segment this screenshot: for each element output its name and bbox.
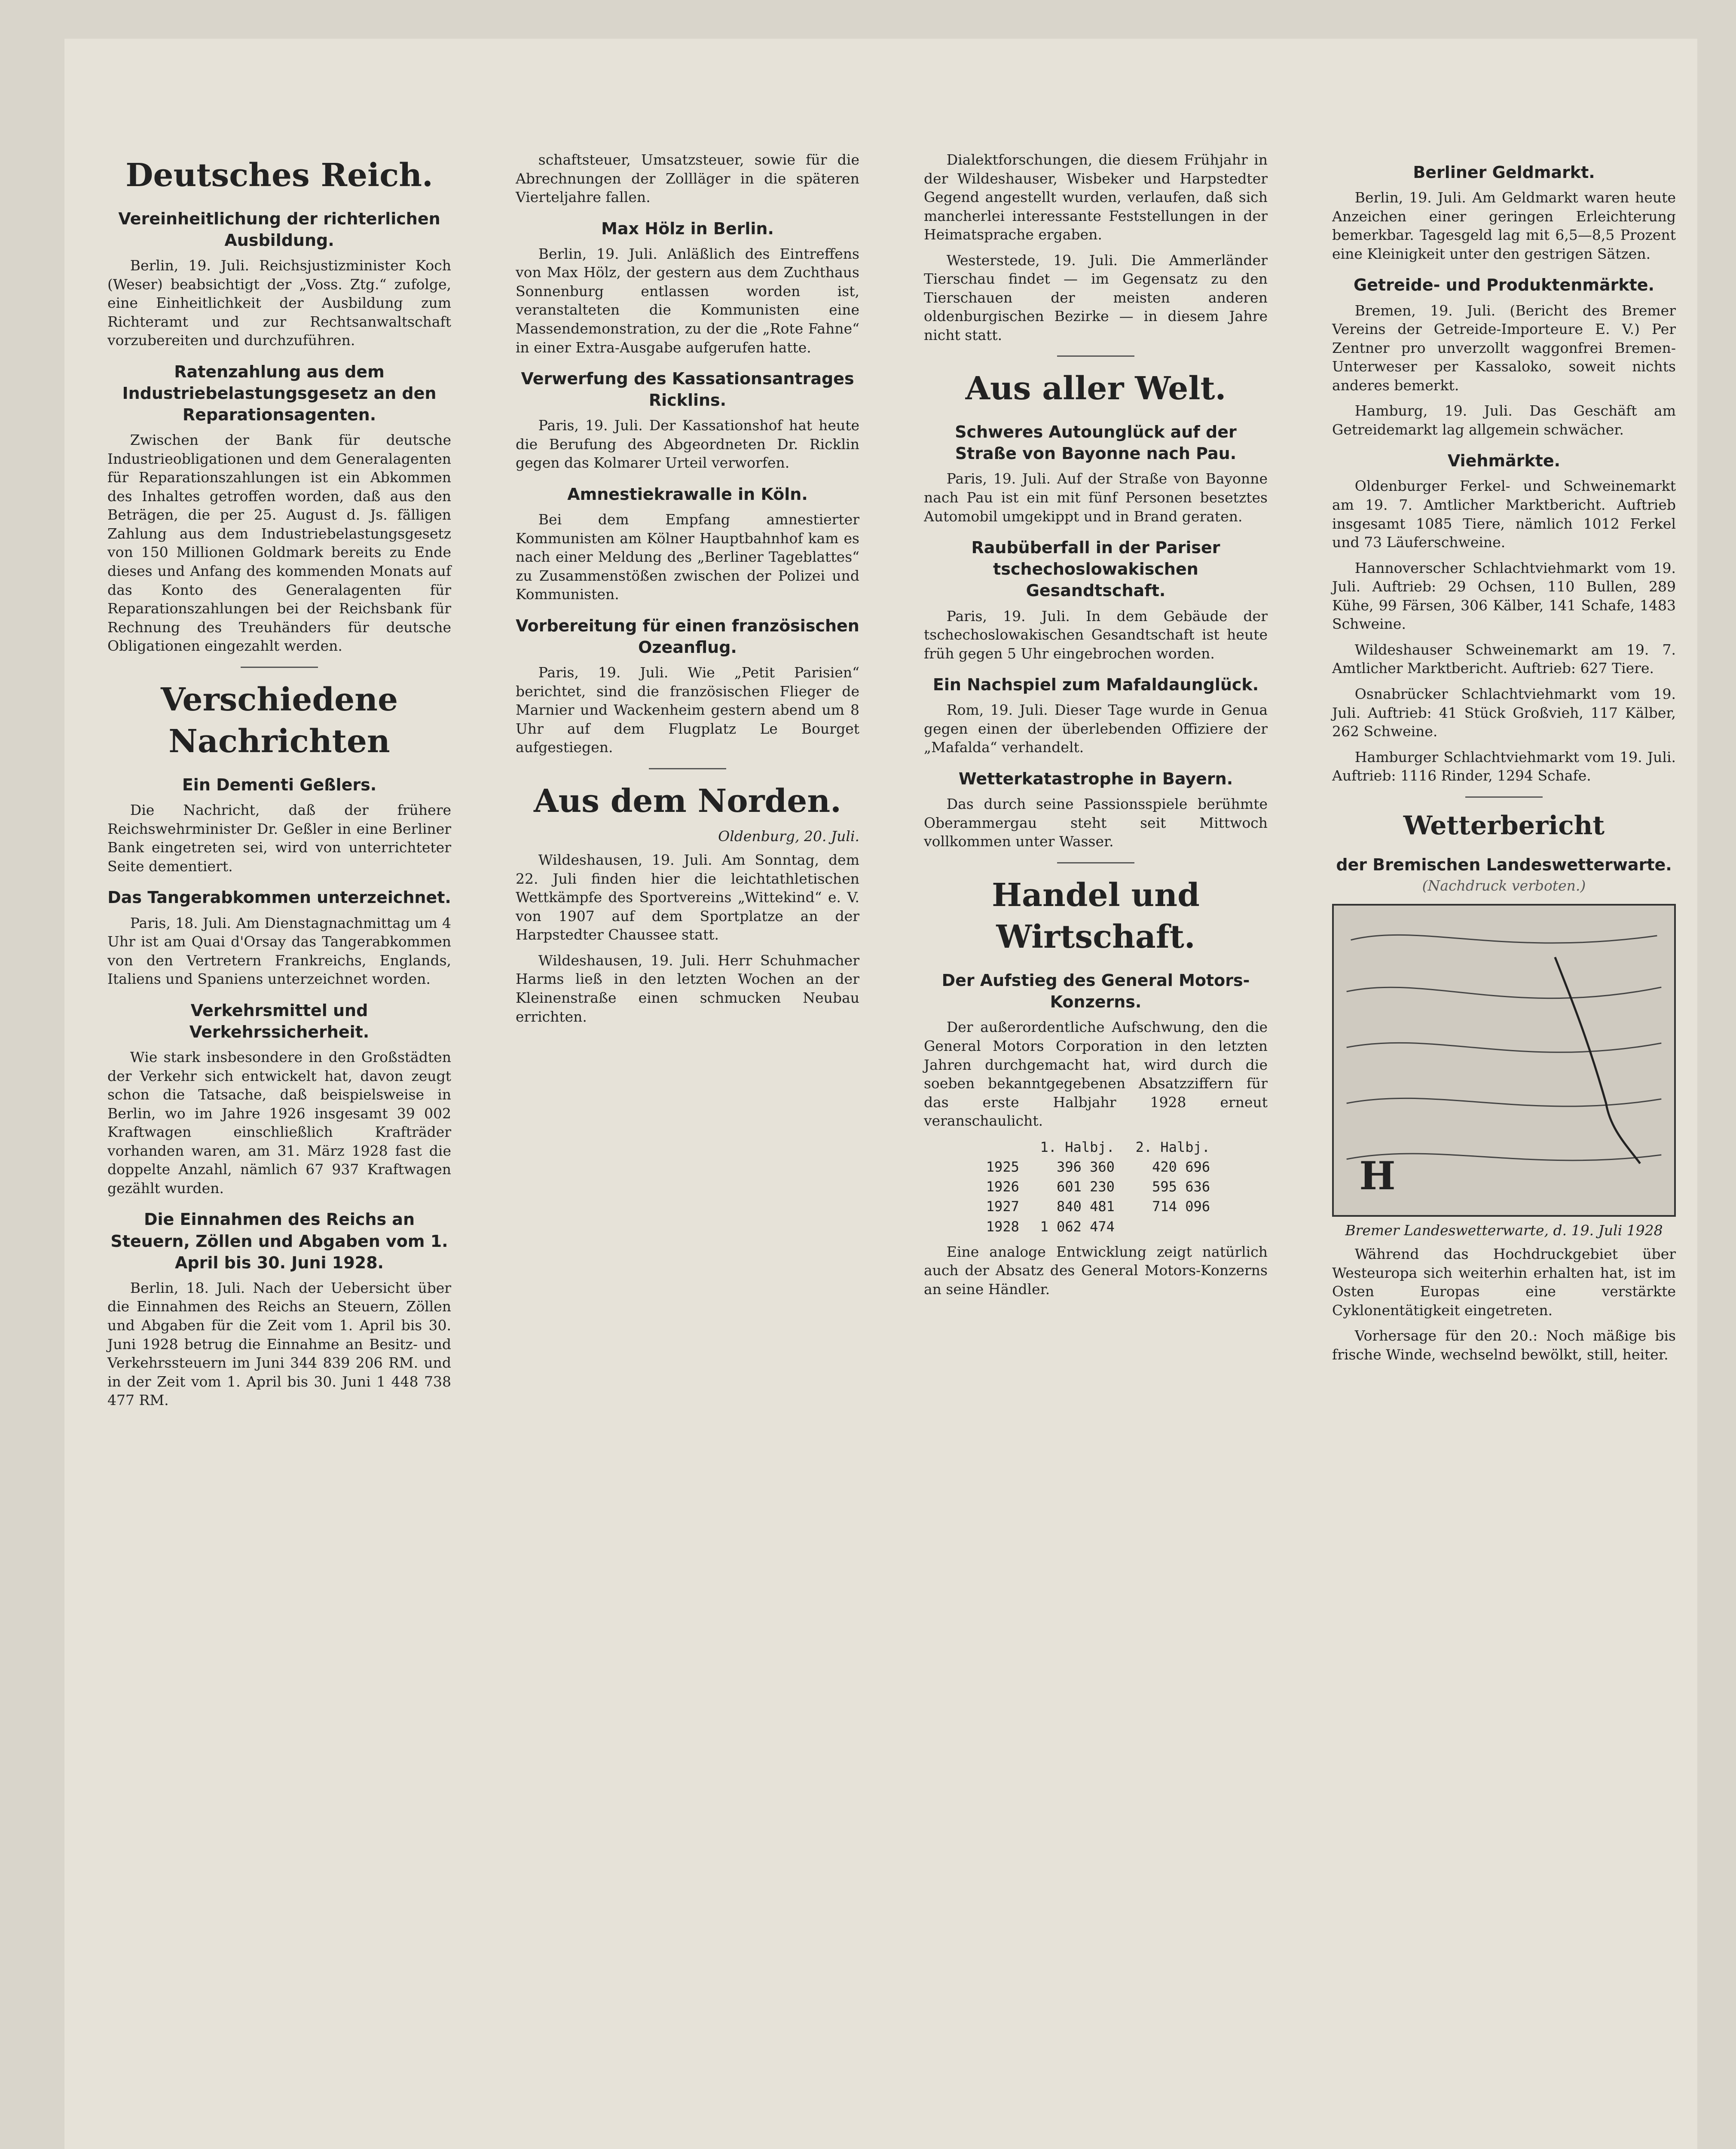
section-heading: Handel und Wirtschaft. — [992, 876, 1200, 956]
table-cell: 601 230 — [1057, 1179, 1115, 1195]
column-2 — [516, 150, 859, 1033]
article-title: Wetterkatastrophe in Bayern. — [958, 769, 1233, 788]
table-cell: 840 481 — [1057, 1198, 1115, 1215]
article-text: Das durch seine Passionsspiele berühmte Oberammergau steht seit Mittwoch vollkommen unter Wasser. — [924, 796, 1268, 850]
section-heading: Verschiedene Nachrichten — [160, 681, 398, 760]
weather-map — [1332, 904, 1676, 1217]
table-cell: 396 360 — [1057, 1158, 1115, 1175]
column-3 — [924, 150, 1268, 1306]
table-header-cell — [975, 1137, 1025, 1157]
weather-subtitle: der Bremischen Landeswetterwarte. — [1336, 855, 1672, 874]
table-row — [975, 1197, 1216, 1216]
table-row — [975, 1217, 1216, 1237]
article-title: Ein Dementi Geßlers. — [182, 775, 377, 795]
table-cell: 1925 — [986, 1158, 1019, 1175]
article-text: Berlin, 19. Juli. Reichsjustizminister Koch (Weser) beabsichtigt der „Voss. Ztg.“ zufolge, eine Einheitlichkeit der Ausbildung zum Richteramt und zur Rechtsanwaltschaft vorzubereiten und durchzuführen. — [107, 257, 451, 349]
article-title: Die Einnahmen des Reichs an Steuern, Zöllen und Abgaben vom 1. April bis 30. Juni 1928. — [110, 1210, 448, 1272]
article-text: Rom, 19. Juli. Dieser Tage wurde in Genua gegen einen der überlebenden Offiziere der „Mafalda“ verhandelt. — [924, 701, 1268, 756]
article-text: Bremen, 19. Juli. (Bericht des Bremer Vereins der Getreide-Importeure E. V.) Per Zentner pro unverzollt waggonfrei Bremen-Unterweser per Kassaloko, soweit nichts anderes bemerkt. — [1332, 302, 1676, 394]
article-text: Die Nachricht, daß der frühere Reichswehrminister Dr. Geßler in eine Berliner Bank eingetreten sei, wird von unterrichteter Seite dementiert. — [107, 802, 451, 875]
dateline: Oldenburg, 20. Juli. — [718, 827, 859, 845]
reprint-note: (Nachdruck verboten.) — [1422, 877, 1586, 894]
article-text: Wildeshausen, 19. Juli. Herr Schuhmacher Harms ließ in den letzten Wochen an der Kleinenstraße einen schmucken Neubau errichten. — [516, 952, 859, 1025]
article-text: Paris, 19. Juli. Auf der Straße von Bayonne nach Pau ist ein mit fünf Personen besetztes Automobil umgekippt und in Brand geraten. — [924, 470, 1268, 525]
article-title: Vereinheitlichung der richterlichen Ausbildung. — [118, 209, 440, 250]
table-header-row — [975, 1137, 1216, 1157]
article-title: Verwerfung des Kassationsantrages Ricklins. — [521, 369, 854, 410]
article-title: Der Aufstieg des General Motors-Konzerns. — [941, 971, 1250, 1012]
column-1 — [107, 150, 451, 1417]
article-title: Das Tangerabkommen unterzeichnet. — [107, 888, 451, 907]
table-cell: 1926 — [986, 1179, 1019, 1195]
divider — [241, 667, 318, 668]
article-text: Hannoverscher Schlachtviehmarkt vom 19. Juli. Auftrieb: 29 Ochsen, 110 Bullen, 289 Kühe, 99 Färsen, 306 Kälber, 141 Schafe, 1483 Schweine. — [1332, 559, 1676, 633]
article-text: Berlin, 19. Juli. Am Geldmarkt waren heute Anzeichen einer geringen Erleichterung bemerkbar. Tagesgeld lag mit 6,5—8,5 Prozent eine Kleinigkeit unter den gestrigen Sätzen. — [1332, 189, 1676, 262]
table-cell: 714 096 — [1152, 1198, 1210, 1215]
article-text: Wie stark insbesondere in den Großstädten der Verkehr sich entwickelt hat, davon zeugt schon die Tatsache, daß beispielsweise in Berlin, wo im Jahre 1926 insgesamt 39 002 Kraftwagen einschließlich Krafträder vorhanden waren, am 31. März 1928 fast die doppelte Anzahl, nämlich 67 937 Kraftwagen gezählt wurden. — [107, 1049, 451, 1197]
section-heading: Viehmärkte. — [1447, 451, 1561, 471]
table-cell: 1928 — [986, 1218, 1019, 1235]
table-cell — [1121, 1217, 1216, 1237]
weather-map-caption: Bremer Landeswetterwarte, d. 19. Juli 1928 — [1345, 1221, 1663, 1239]
article-text: Paris, 19. Juli. In dem Gebäude der tschechoslowakischen Gesandtschaft ist heute früh gegen 5 Uhr eingebrochen worden. — [924, 607, 1268, 662]
section-heading: Aus dem Norden. — [534, 782, 841, 820]
article-text: Zwischen der Bank für deutsche Industrieobligationen und dem Generalagenten für Reparationszahlungen ist ein Abkommen des Inhaltes getroffen worden, daß aus den Beträgen, die per 25. August d. Js. fälligen Zahlung aus dem Industriebelastungsgesetz von 150 Millionen Goldmark bereits zu Ende dieses und Anfang des kommenden Monats auf das Konto des Generalagenten für Reparationszahlungen bei der Reichsbank für Rechnung des Treuhänders für deutsche Obligationen eingezahlt werden. — [107, 432, 451, 655]
divider — [649, 768, 726, 769]
article-text: Der außerordentliche Aufschwung, den die General Motors Corporation in den letzten Jahren durchgemacht hat, wird durch die soeben bekanntgegebenen Absatzziffern für das erste Halbjahr 1928 erneut veranschaulicht. — [924, 1019, 1268, 1130]
article-text: Eine analoge Entwicklung zeigt natürlich auch der Absatz des General Motors-Konzerns an seine Händler. — [924, 1243, 1268, 1298]
article-text: Paris, 19. Juli. Wie „Petit Parisien“ berichtet, sind die französischen Flieger de Marnier und Wackenheim gestern abend um 8 Uhr auf dem Flugplatz Le Bourget aufgestiegen. — [516, 664, 859, 756]
weather-forecast: Vorhersage für den 20.: Noch mäßige bis frische Winde, wechselnd bewölkt, still, heiter. — [1332, 1327, 1676, 1363]
article-text: Bei dem Empfang amnestierter Kommunisten am Kölner Hauptbahnhof kam es nach einer Meldung des „Berliner Tageblattes“ zu Zusammenstößen zwischen der Polizei und Kommunisten. — [516, 511, 859, 603]
weather-map-graphic — [1334, 906, 1674, 1215]
article-text: Paris, 18. Juli. Am Dienstagnachmittag um 4 Uhr ist am Quai d'Orsay das Tangerabkommen von den Vertretern Frankreichs, Englands, Italiens und Spaniens unterzeichnet worden. — [107, 914, 451, 988]
svg-text:H: H — [1359, 1153, 1396, 1199]
article-text: Paris, 19. Juli. Der Kassationshof hat heute die Berufung des Abgeordneten Dr. Ricklin gegen das Kolmarer Urteil verworfen. — [516, 417, 859, 471]
section-heading: Aus aller Welt. — [965, 370, 1226, 407]
article-title: Verkehrsmittel und Verkehrssicherheit. — [189, 1001, 370, 1041]
table-cell: 1927 — [986, 1198, 1019, 1215]
article-text: Osnabrücker Schlachtviehmarkt vom 19. Juli. Auftrieb: 41 Stück Großvieh, 117 Kälber, 262 Schweine. — [1332, 685, 1676, 740]
section-heading: Deutsches Reich. — [125, 157, 433, 194]
table-cell: 420 696 — [1152, 1158, 1210, 1175]
article-title: Amnestiekrawalle in Köln. — [567, 485, 808, 504]
article-text: Berlin, 18. Juli. Nach der Uebersicht über die Einnahmen des Reichs an Steuern, Zöllen und Abgaben für die Zeit vom 1. April bis 30. Juni 1928 betrug die Einnahme an Besitz- und Verkehrssteuern im Juni 344 839 206 RM. und in der Zeit vom 1. April bis 30. Juni 1 448 738 477 RM. — [107, 1279, 451, 1409]
article-text: Hamburger Schlachtviehmarkt vom 19. Juli. Auftrieb: 1116 Rinder, 1294 Schafe. — [1332, 748, 1676, 784]
sales-table — [975, 1137, 1216, 1237]
table-row — [975, 1157, 1216, 1177]
table-header-cell: 1. Halbj. — [1040, 1139, 1115, 1155]
table-row — [975, 1177, 1216, 1197]
article-title: Ratenzahlung aus dem Industriebelastungsgesetz an den Reparationsagenten. — [122, 362, 437, 425]
table-header-cell: 2. Halbj. — [1135, 1139, 1210, 1155]
section-heading: Getreide- und Produktenmärkte. — [1353, 276, 1654, 295]
article-title: Max Hölz in Berlin. — [601, 219, 774, 238]
section-heading: Wetterbericht — [1403, 810, 1605, 841]
article-title: Vorbereitung für einen französischen Ozeanflug. — [516, 616, 859, 657]
article-text: Westerstede, 19. Juli. Die Ammerländer Tierschau findet — im Gegensatz zu den Tierschauen der meisten anderen oldenburgischen Bezirke — in diesem Jahre nicht statt. — [924, 251, 1268, 343]
article-text: Wildeshausen, 19. Juli. Am Sonntag, dem 22. Juli finden hier die leichtathletischen Wettkämpfe des Sportvereins „Wittekind“ e. V. von 1907 auf dem Sportplatze an der Harpstedter Chaussee statt. — [516, 851, 859, 943]
table-cell: 1 062 474 — [1040, 1218, 1115, 1235]
divider — [1057, 862, 1134, 863]
article-title: Ein Nachspiel zum Mafaldaunglück. — [932, 675, 1259, 695]
article-text: Berlin, 19. Juli. Anläßlich des Eintreffens von Max Hölz, der gestern aus dem Zuchthaus Sonnenburg entlassen worden ist, veranstalteten die Kommunisten eine Massendemonstration, zu der die „Rote Fahne“ in einer Extra-Ausgabe aufgerufen hatte. — [516, 245, 859, 356]
newspaper-page — [64, 39, 1697, 2149]
article-text: Hamburg, 19. Juli. Das Geschäft am Getreidemarkt lag allgemein schwächer. — [1332, 402, 1676, 438]
table-cell: 595 636 — [1152, 1179, 1210, 1195]
article-text: Oldenburger Ferkel- und Schweinemarkt am 19. 7. Amtlicher Marktbericht. Auftrieb insgesamt 1085 Tiere, nämlich 1012 Ferkel und 73 Läuferschweine. — [1332, 478, 1676, 551]
divider — [1057, 355, 1134, 357]
article-text: schaftsteuer, Umsatzsteuer, sowie für die Abrechnungen der Zollläger in die späteren Vierteljahre fallen. — [516, 151, 859, 206]
article-title: Berliner Geldmarkt. — [1413, 163, 1595, 182]
article-text: Während das Hochdruckgebiet über Westeuropa sich weiterhin erhalten hat, ist im Osten Europas eine verstärkte Cyklonentätigkeit eingetreten. — [1332, 1246, 1676, 1319]
article-text: Dialektforschungen, die diesem Frühjahr in der Wildeshauser, Wisbeker und Harpstedter Gegend angestellt wurden, verlaufen, daß sich mancherlei interessante Feststellungen in der Heimatsprache ergaben. — [924, 151, 1268, 243]
article-title: Raubüberfall in der Pariser tschechoslowakischen Gesandtschaft. — [971, 538, 1220, 600]
column-4 — [1332, 150, 1676, 1371]
divider — [1465, 796, 1543, 798]
article-title: Schweres Autounglück auf der Straße von Bayonne nach Pau. — [955, 422, 1237, 463]
article-text: Wildeshauser Schweinemarkt am 19. 7. Amtlicher Marktbericht. Auftrieb: 627 Tiere. — [1332, 641, 1676, 677]
